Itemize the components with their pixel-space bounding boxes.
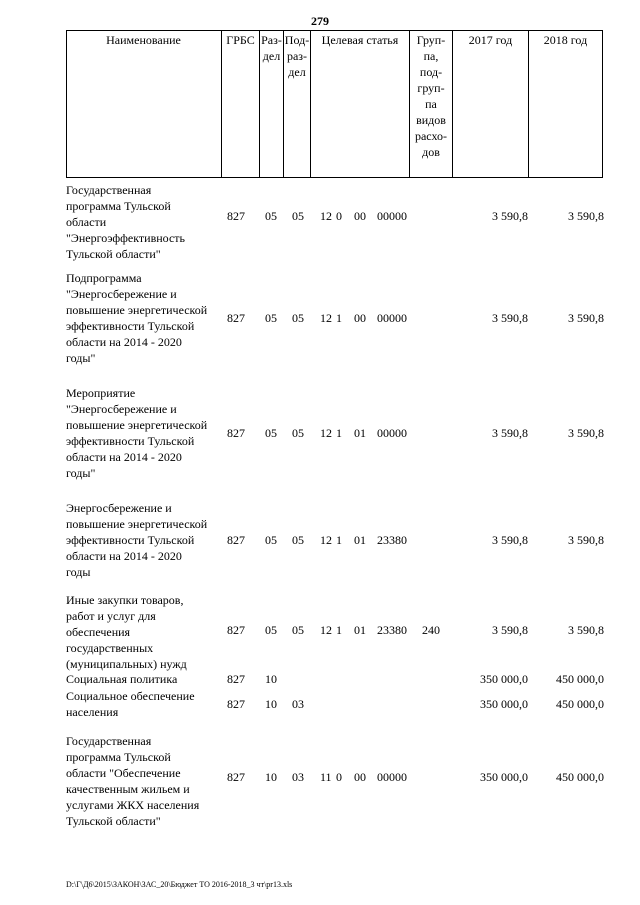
row-cs-event: 01	[354, 426, 366, 440]
row-cs-program: 11	[320, 770, 332, 784]
row-razdel: 05	[265, 426, 277, 440]
row-amount-2018: 450 000,0	[556, 770, 604, 784]
row-cs-event: 00	[354, 209, 366, 223]
row-amount-2017: 3 590,8	[492, 623, 528, 637]
row-amount-2018: 3 590,8	[568, 311, 604, 325]
row-cs-subprogram: 1	[336, 311, 342, 325]
row-name: Энергосбережение и повышение энергетической эффективности Тульской области на 2014 - 2020 годы	[66, 501, 208, 579]
row-razdel: 05	[265, 311, 277, 325]
row-cs-event: 01	[354, 623, 366, 637]
row-cs-program: 12	[320, 426, 332, 440]
row-amount-2018: 3 590,8	[568, 623, 604, 637]
header-bottom-border	[66, 177, 603, 178]
col-divider	[310, 30, 311, 178]
row-razdel: 05	[265, 623, 277, 637]
row-cs-program: 12	[320, 209, 332, 223]
row-name: Социальная политика	[66, 672, 178, 686]
header-2018: 2018 год	[543, 33, 588, 47]
header-celevaya-statya: Целевая статья	[321, 33, 399, 47]
row-cs-direction: 23380	[377, 533, 407, 547]
col-divider	[221, 30, 222, 178]
row-razdel: 05	[265, 533, 277, 547]
row-podrazdel: 05	[292, 209, 304, 223]
header-podrazdel: Под- раз- дел	[284, 33, 310, 79]
col-divider	[66, 30, 67, 178]
row-podrazdel: 05	[292, 311, 304, 325]
row-grbs: 827	[227, 770, 245, 784]
row-cs-program: 12	[320, 311, 332, 325]
row-grbs: 827	[227, 209, 245, 223]
row-cs-program: 12	[320, 623, 332, 637]
header-top-border	[66, 30, 603, 31]
row-razdel: 10	[265, 770, 277, 784]
table-header	[66, 30, 603, 178]
row-cs-event: 00	[354, 311, 366, 325]
row-amount-2017: 350 000,0	[480, 770, 528, 784]
header-razdel: Раз- дел	[261, 33, 282, 63]
row-cs-direction: 23380	[377, 623, 407, 637]
row-razdel: 10	[265, 697, 277, 711]
row-amount-2018: 3 590,8	[568, 209, 604, 223]
row-amount-2018: 450 000,0	[556, 672, 604, 686]
row-cs-subprogram: 1	[336, 533, 342, 547]
col-divider	[528, 30, 529, 178]
header-grbs: ГРБС	[226, 33, 255, 47]
row-cs-direction: 00000	[377, 770, 407, 784]
header-vid-rashodov: Груп- па, под- груп- па видов расхо- дов	[414, 33, 448, 159]
row-grbs: 827	[227, 623, 245, 637]
row-cs-program: 12	[320, 533, 332, 547]
row-amount-2017: 3 590,8	[492, 426, 528, 440]
row-grbs: 827	[227, 426, 245, 440]
row-name: Подпрограмма "Энергосбережение и повышение энергетической эффективности Тульской области на 2014 - 2020 годы"	[66, 271, 208, 365]
row-amount-2018: 3 590,8	[568, 533, 604, 547]
row-cs-subprogram: 0	[336, 770, 342, 784]
row-podrazdel: 05	[292, 533, 304, 547]
row-cs-direction: 00000	[377, 426, 407, 440]
row-name: Иные закупки товаров, работ и услуг для обеспечения государственных (муниципальных) нужд	[66, 593, 187, 671]
header-2017: 2017 год	[468, 33, 513, 47]
row-amount-2017: 350 000,0	[480, 672, 528, 686]
row-grbs: 827	[227, 697, 245, 711]
row-grbs: 827	[227, 672, 245, 686]
row-amount-2017: 3 590,8	[492, 533, 528, 547]
row-cs-direction: 00000	[377, 209, 407, 223]
row-amount-2017: 350 000,0	[480, 697, 528, 711]
row-vid-rashodov: 240	[422, 623, 440, 637]
col-divider	[452, 30, 453, 178]
row-name: Государственная программа Тульской области "Обеспечение качественным жильем и услугами ЖКХ населения Тульской области"	[66, 734, 200, 828]
row-cs-direction: 00000	[377, 311, 407, 325]
row-cs-event: 01	[354, 533, 366, 547]
row-amount-2018: 450 000,0	[556, 697, 604, 711]
row-podrazdel: 03	[292, 770, 304, 784]
row-podrazdel: 05	[292, 623, 304, 637]
row-cs-event: 00	[354, 770, 366, 784]
row-cs-subprogram: 0	[336, 209, 342, 223]
row-cs-subprogram: 1	[336, 426, 342, 440]
row-razdel: 10	[265, 672, 277, 686]
row-amount-2017: 3 590,8	[492, 209, 528, 223]
row-amount-2018: 3 590,8	[568, 426, 604, 440]
row-grbs: 827	[227, 311, 245, 325]
col-divider	[602, 30, 603, 178]
row-cs-subprogram: 1	[336, 623, 342, 637]
row-podrazdel: 03	[292, 697, 304, 711]
row-razdel: 05	[265, 209, 277, 223]
row-grbs: 827	[227, 533, 245, 547]
row-amount-2017: 3 590,8	[492, 311, 528, 325]
header-name: Наименование	[106, 33, 181, 47]
row-name: Государственная программа Тульской области "Энергоэффективность Тульской области"	[66, 183, 185, 261]
page-number: 279	[311, 14, 329, 28]
row-name: Социальное обеспечение населения	[66, 689, 195, 719]
file-path-footer: D:\Г\Д6\2015\ЗАКОН\ЗАС_20\Бюджет ТО 2016-2018_3 чт\pr13.xls	[66, 880, 293, 889]
row-podrazdel: 05	[292, 426, 304, 440]
row-name: Мероприятие "Энергосбережение и повышение энергетической эффективности Тульской области на 2014 - 2020 годы"	[66, 386, 208, 480]
